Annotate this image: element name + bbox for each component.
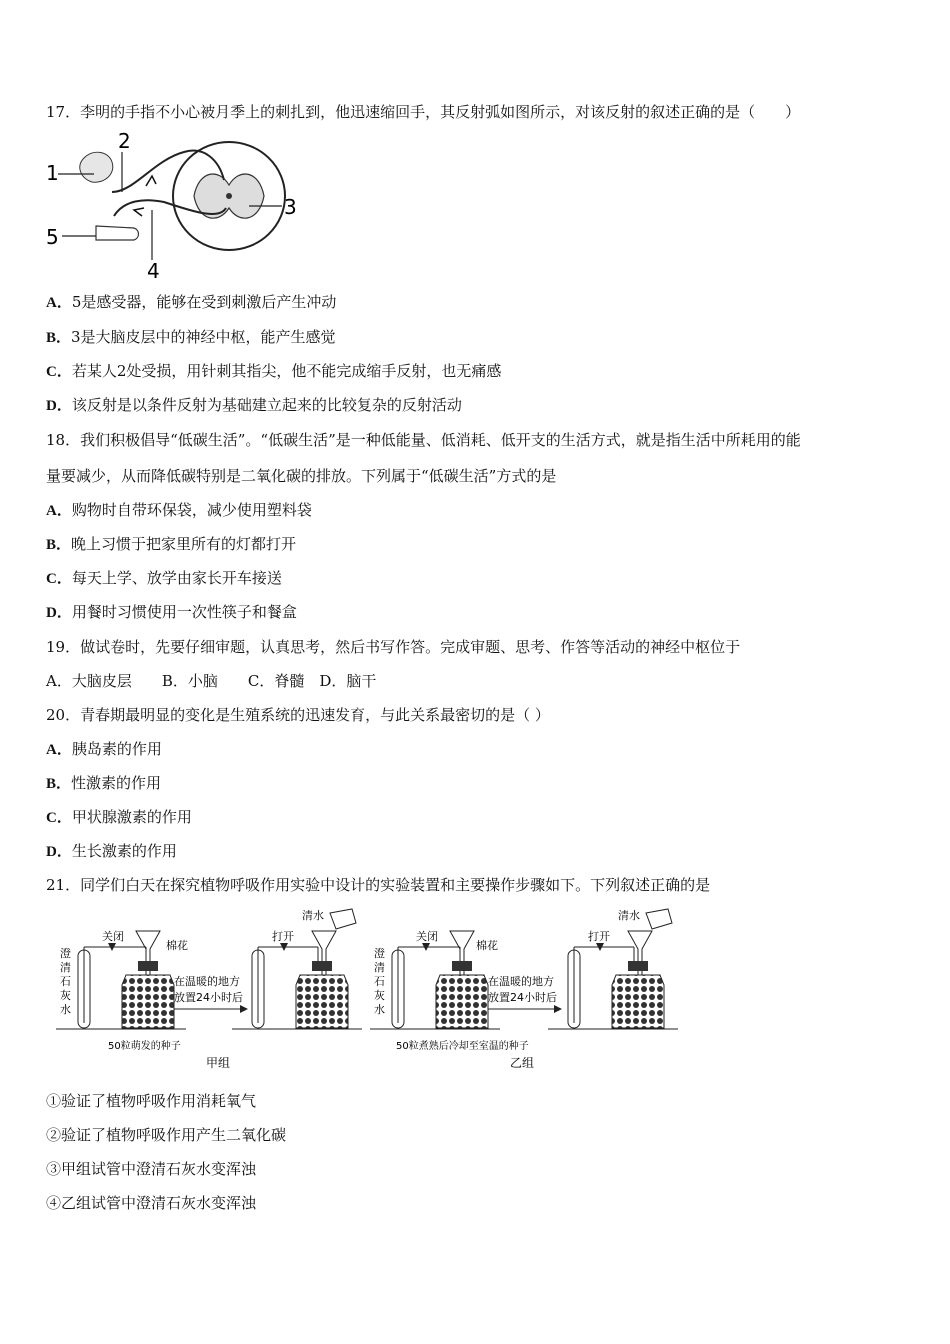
respiration-experiment-figure bbox=[56, 905, 686, 1075]
svg-text:关闭: 关闭 bbox=[102, 930, 124, 943]
label-1: 1 bbox=[46, 161, 59, 185]
q18-stem-line1: 18．我们积极倡导“低碳生活”。“低碳生活”是一种低能量、低消耗、低开支的生活方式，就是指生活中所耗用的能 bbox=[46, 431, 801, 449]
label-3: 3 bbox=[284, 195, 297, 219]
svg-text:放置24小时后: 放置24小时后 bbox=[488, 991, 557, 1004]
q21-stem: 21．同学们白天在探究植物呼吸作用实验中设计的实验装置和主要操作步骤如下。下列叙述正确的是 bbox=[46, 876, 711, 894]
jia-apparatus-closed bbox=[56, 929, 188, 1052]
svg-text:打开: 打开 bbox=[272, 930, 294, 943]
q18-option-b: B．晚上习惯于把家里所有的灯都打开 bbox=[46, 535, 297, 553]
svg-text:甲组: 甲组 bbox=[206, 1056, 231, 1070]
svg-text:清: 清 bbox=[374, 961, 385, 974]
q18-option-c: C．每天上学、放学由家长开车接送 bbox=[46, 569, 282, 587]
svg-text:50粒煮熟后冷却至室温的种子: 50粒煮熟后冷却至室温的种子 bbox=[396, 1041, 529, 1052]
label-4: 4 bbox=[147, 259, 160, 280]
q17-stem: 17．李明的手指不小心被月季上的刺扎到，他迅速缩回手，其反射弧如图所示，对该反射的叙述正确的是（ ） bbox=[46, 103, 801, 121]
svg-text:放置24小时后: 放置24小时后 bbox=[174, 991, 243, 1004]
q17-option-a: A．5是感受器，能够在受到刺激后产生冲动 bbox=[46, 293, 337, 311]
reflex-arc-figure bbox=[44, 130, 304, 280]
svg-text:在温暖的地方: 在温暖的地方 bbox=[174, 975, 240, 988]
label-5: 5 bbox=[46, 225, 59, 249]
q20-option-d: D．生长激素的作用 bbox=[46, 842, 177, 860]
svg-text:在温暖的地方: 在温暖的地方 bbox=[488, 975, 554, 988]
svg-text:50粒萌发的种子: 50粒萌发的种子 bbox=[108, 1041, 181, 1052]
q19-stem: 19．做试卷时，先要仔细审题，认真思考，然后书写作答。完成审题、思考、作答等活动的神经中枢位于 bbox=[46, 638, 741, 656]
svg-text:澄: 澄 bbox=[60, 947, 71, 960]
q21-statement-4: ④乙组试管中澄清石灰水变浑浊 bbox=[46, 1194, 257, 1212]
jia-apparatus-open bbox=[232, 908, 362, 1029]
q18-stem-line2: 量要减少，从而降低碳特别是二氧化碳的排放。下列属于“低碳生活”方式的是 bbox=[46, 467, 557, 485]
svg-text:水: 水 bbox=[60, 1003, 71, 1016]
q20-option-b: B．性激素的作用 bbox=[46, 774, 162, 792]
q20-option-a: A．胰岛素的作用 bbox=[46, 740, 162, 758]
yi-apparatus-open bbox=[548, 908, 678, 1029]
svg-text:石: 石 bbox=[374, 975, 385, 988]
q21-statement-1: ①验证了植物呼吸作用消耗氧气 bbox=[46, 1092, 257, 1110]
q20-stem: 20．青春期最明显的变化是生殖系统的迅速发育，与此关系最密切的是（ ） bbox=[46, 706, 550, 724]
svg-text:灰: 灰 bbox=[374, 989, 385, 1002]
svg-text:澄: 澄 bbox=[374, 947, 385, 960]
svg-text:棉花: 棉花 bbox=[166, 939, 188, 952]
svg-text:灰: 灰 bbox=[60, 989, 71, 1002]
svg-text:清: 清 bbox=[60, 961, 71, 974]
q17-option-c: C．若某人2处受损，用针刺其指尖，他不能完成缩手反射，也无痛感 bbox=[46, 362, 502, 380]
q17-option-d: D．该反射是以条件反射为基础建立起来的比较复杂的反射活动 bbox=[46, 396, 462, 414]
svg-text:清水: 清水 bbox=[618, 909, 640, 922]
label-2: 2 bbox=[118, 130, 131, 153]
svg-text:乙组: 乙组 bbox=[510, 1056, 535, 1070]
q19-options: A．大脑皮层 B．小脑 C．脊髓 D．脑干 bbox=[46, 672, 377, 690]
q17-option-b: B．3是大脑皮层中的神经中枢，能产生感觉 bbox=[46, 328, 336, 346]
q18-option-a: A．购物时自带环保袋，减少使用塑料袋 bbox=[46, 501, 312, 519]
q18-option-d: D．用餐时习惯使用一次性筷子和餐盒 bbox=[46, 603, 297, 621]
svg-text:清水: 清水 bbox=[302, 909, 324, 922]
svg-text:水: 水 bbox=[374, 1003, 385, 1016]
svg-text:关闭: 关闭 bbox=[416, 930, 438, 943]
svg-text:棉花: 棉花 bbox=[476, 939, 498, 952]
svg-text:打开: 打开 bbox=[588, 930, 610, 943]
svg-text:石: 石 bbox=[60, 975, 71, 988]
q21-statement-2: ②验证了植物呼吸作用产生二氧化碳 bbox=[46, 1126, 287, 1144]
q20-option-c: C．甲状腺激素的作用 bbox=[46, 808, 192, 826]
q21-statement-3: ③甲组试管中澄清石灰水变浑浊 bbox=[46, 1160, 257, 1178]
